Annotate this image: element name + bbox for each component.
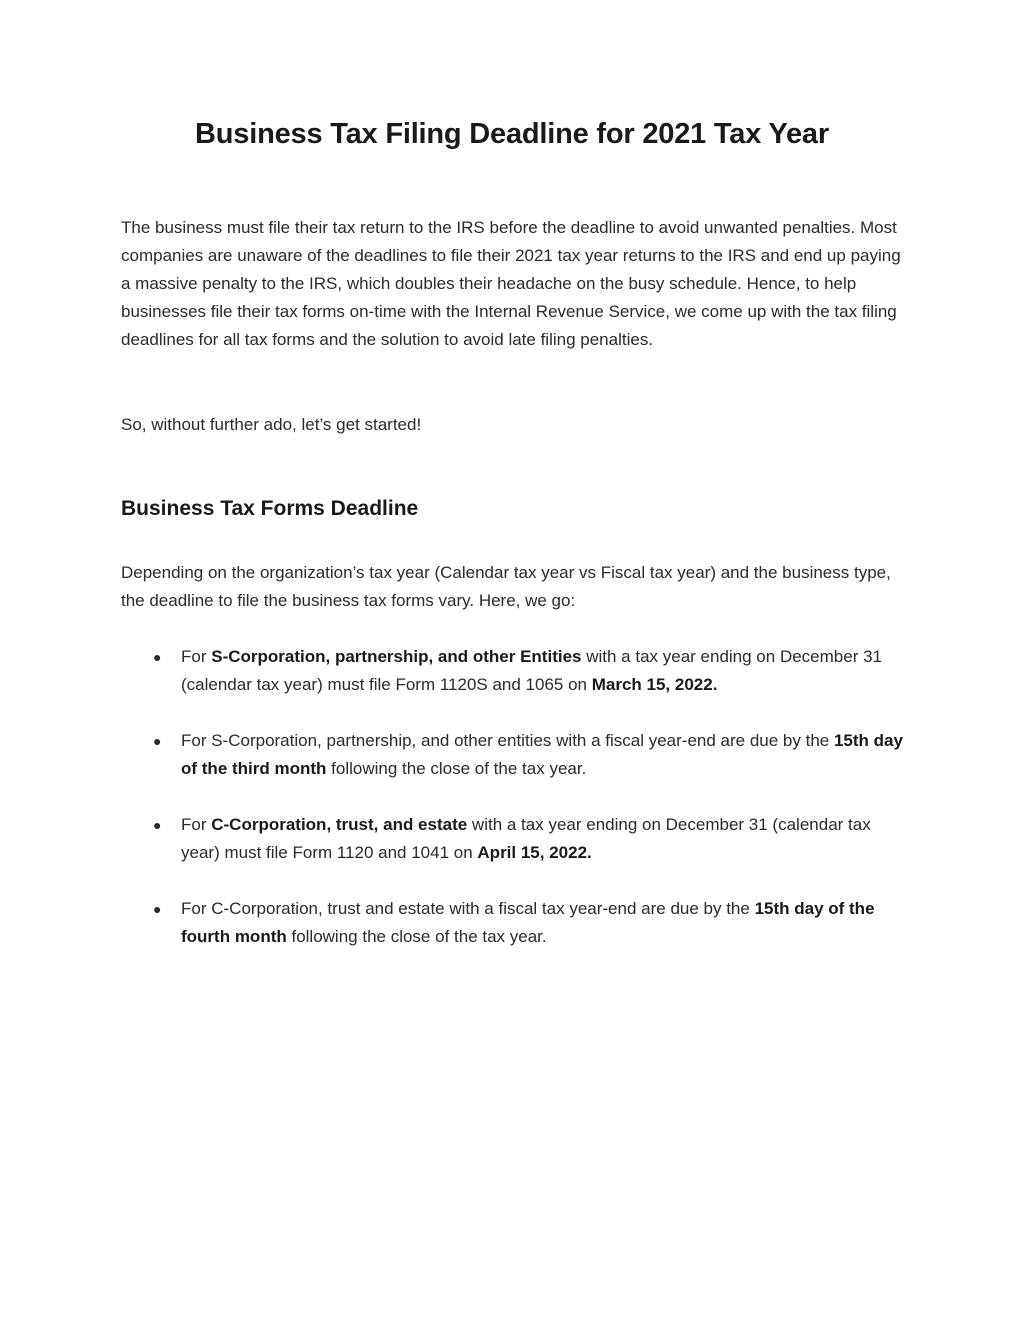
bullet-text: For [181, 647, 212, 666]
bullet-text: For S-Corporation, partnership, and other entities with a fiscal year-end are due by the [181, 731, 834, 750]
bullet-bold-text: 15th day of the third month [181, 731, 903, 778]
bullet-bold-text: 15th day of the fourth month [181, 899, 875, 946]
bullet-text: with a tax year ending on December 31 (calendar tax year) must file Form 1120S and 1065 on [181, 647, 882, 694]
page-title: Business Tax Filing Deadline for 2021 Tax Year [195, 118, 829, 150]
bullet-bold-text: March 15, 2022. [591, 675, 718, 694]
bullet-text: following the close of the tax year. [326, 759, 587, 778]
bullet-bold-text: C-Corporation, trust, and estate [211, 815, 468, 834]
bullet-dot-icon: ● [153, 733, 162, 749]
bullet-dot-icon: ● [153, 901, 162, 917]
bullet-item-s-corp-calendar [121, 643, 911, 699]
section-heading: Business Tax Forms Deadline [121, 497, 419, 520]
deadline-bullet-list [121, 643, 911, 979]
bullet-dot-icon: ● [153, 817, 162, 833]
bullet-text: with a tax year ending on December 31 (calendar tax year) must file Form 1120 and 1041 on [181, 815, 871, 862]
bullet-item-c-corp-calendar [121, 811, 911, 867]
bullet-text: For [181, 815, 212, 834]
section-intro-paragraph: Depending on the organization’s tax year (Calendar tax year vs Fiscal tax year) and the business type, the deadline to file the business tax forms vary. Here, we go: [121, 563, 891, 610]
kickoff-paragraph: So, without further ado, let’s get started! [121, 415, 422, 434]
bullet-bold-text: April 15, 2022. [477, 843, 592, 862]
bullet-bold-text: S-Corporation, partnership, and other Entities [211, 647, 582, 666]
bullet-text: For C-Corporation, trust and estate with a fiscal tax year-end are due by the [181, 899, 755, 918]
bullet-dot-icon: ● [153, 649, 162, 665]
intro-paragraph: The business must file their tax return to the IRS before the deadline to avoid unwanted penalties. Most companies are unaware of the deadlines to file their 2021 tax year returns to the IRS and end up paying a massive penalty to the IRS, which doubles their headache on the busy schedule. Hence, to help businesses file their tax forms on-time with the Internal Revenue Service, we come up with the tax filing deadlines for all tax forms and the solution to avoid late filing penalties. [121, 218, 901, 349]
bullet-item-c-corp-fiscal [121, 895, 911, 951]
bullet-item-s-corp-fiscal [121, 727, 911, 783]
bullet-text: following the close of the tax year. [286, 927, 547, 946]
